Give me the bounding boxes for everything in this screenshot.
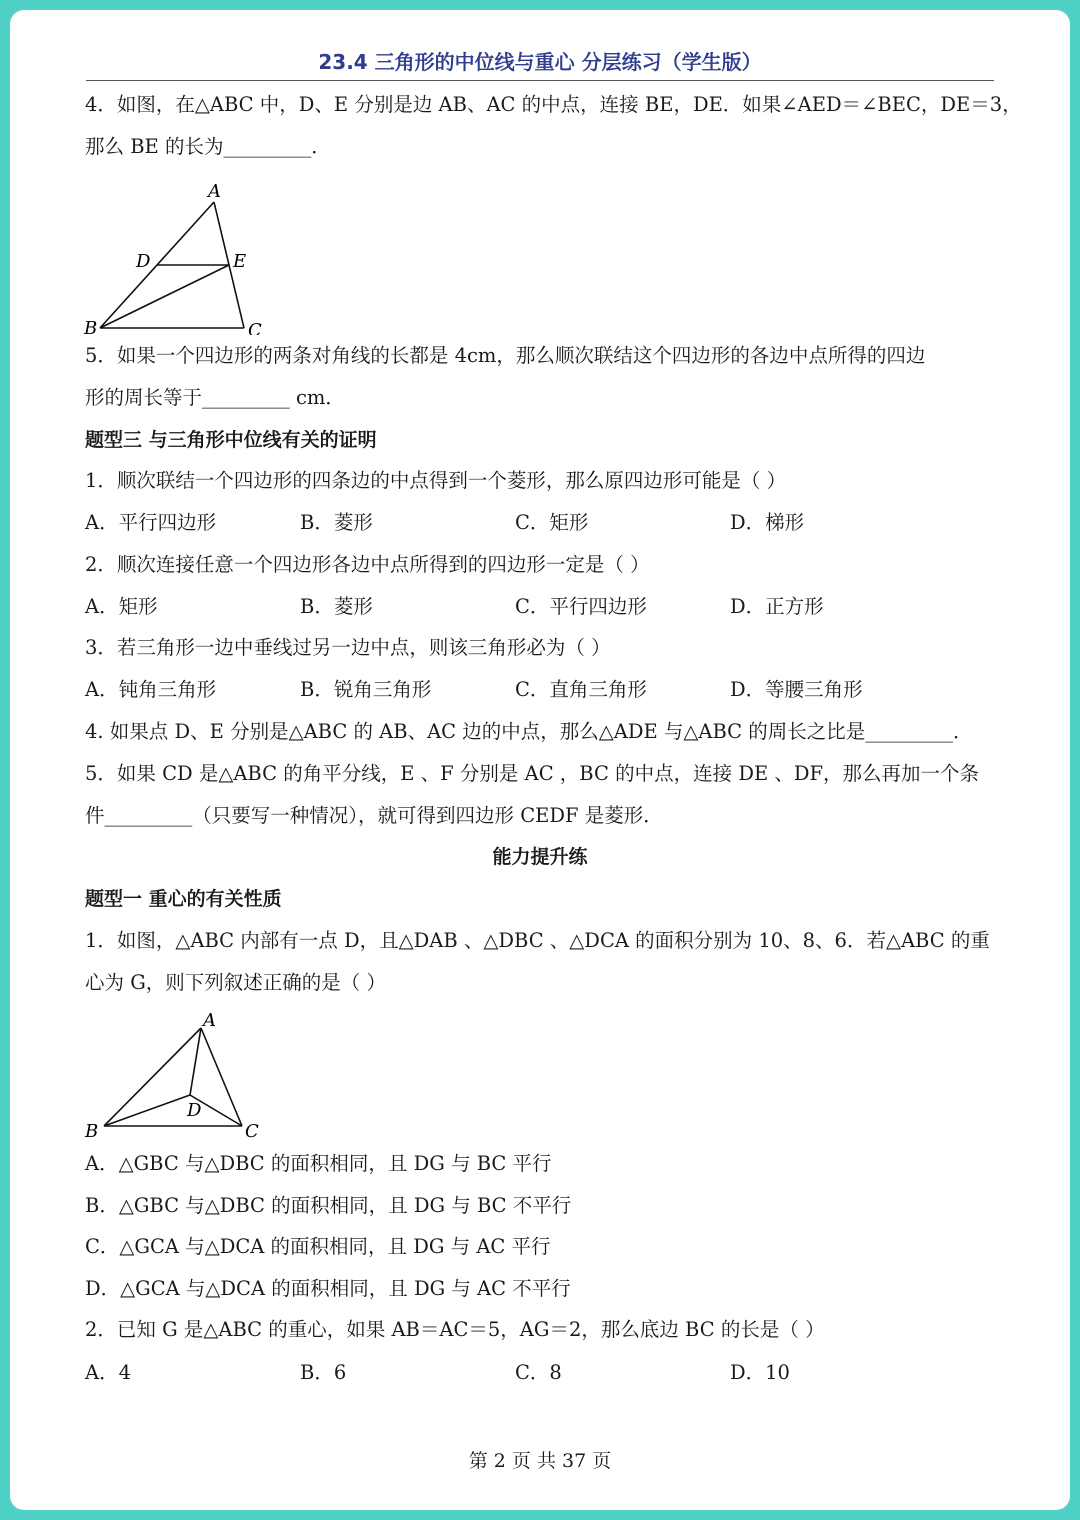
question-4-line-1: 4．如图，在△ABC 中，D、E 分别是边 AB、AC 的中点，连接 BE，DE．如果∠AED＝∠BEC，DE＝3， [85, 93, 1022, 116]
page-header-title: 23.4 三角形的中位线与重心 分层练习（学生版） [318, 50, 762, 74]
type3-q3-option-c: C．直角三角形 [515, 678, 647, 701]
label-b: B [85, 1121, 99, 1142]
type1-q2-option-c: C．8 [515, 1361, 562, 1384]
type3-q2-option-c: C．平行四边形 [515, 595, 647, 618]
type1-q1-option-b: B．△GBC 与△DBC 的面积相同，且 DG 与 BC 不平行 [85, 1194, 572, 1217]
type3-question-3: 3．若三角形一边中垂线过另一边中点，则该三角形必为（ ） [85, 636, 611, 659]
type3-q1-option-b: B．菱形 [300, 511, 373, 534]
type1-q1-option-d: D．△GCA 与△DCA 的面积相同，且 DG 与 AC 不平行 [85, 1277, 571, 1300]
label-d: D [187, 1100, 202, 1121]
type1-q2-option-a: A．4 [85, 1361, 131, 1384]
section-title-type-3: 题型三 与三角形中位线有关的证明 [85, 429, 377, 451]
type3-q3-option-d: D．等腰三角形 [730, 678, 863, 701]
label-c: C [248, 320, 262, 335]
type3-question-2: 2．顺次连接任意一个四边形各边中点所得到的四边形一定是（ ） [85, 553, 650, 576]
section-title-type-1: 题型一 重心的有关性质 [85, 888, 282, 910]
type3-q1-option-d: D．梯形 [730, 511, 805, 534]
label-a: A [203, 1010, 216, 1031]
type3-question-1: 1．顺次联结一个四边形的四条边的中点得到一个菱形，那么原四边形可能是（ ） [85, 469, 787, 492]
label-e: E [233, 251, 247, 272]
question-5-line-1: 5．如果一个四边形的两条对角线的长都是 4cm，那么顺次联结这个四边形的各边中点所得的四边 [85, 344, 926, 367]
label-a: A [208, 181, 221, 202]
type3-q3-option-b: B．锐角三角形 [300, 678, 432, 701]
triangle-figure-abc-d [80, 1010, 280, 1142]
label-d: D [136, 251, 151, 272]
type3-q3-option-a: A．钝角三角形 [85, 678, 217, 701]
label-c: C [245, 1121, 259, 1142]
question-5-line-2: 形的周长等于_________ cm． [85, 386, 345, 409]
page-footer: 第 2 页 共 37 页 [468, 1450, 612, 1472]
type3-q2-option-a: A．矩形 [85, 595, 158, 618]
document-page [10, 10, 1070, 1510]
type3-question-5-line-2: 件_________（只要写一种情况），就可得到四边形 CEDF 是菱形． [85, 804, 663, 827]
type1-q1-option-a: A．△GBC 与△DBC 的面积相同，且 DG 与 BC 平行 [85, 1152, 552, 1175]
type1-question-1-line-1: 1．如图，△ABC 内部有一点 D，且△DAB 、△DBC 、△DCA 的面积分别为 10、8、6．若△ABC 的重 [85, 929, 990, 952]
header-divider [86, 80, 994, 81]
type3-question-5-line-1: 5．如果 CD 是△ABC 的角平分线，E 、F 分别是 AC ，BC 的中点，连接 DE 、DF，那么再加一个条 [85, 762, 980, 785]
type3-question-4: 4. 如果点 D、E 分别是△ABC 的 AB、AC 边的中点，那么△ADE 与△ABC 的周长之比是_________． [85, 720, 973, 743]
type1-q1-option-c: C．△GCA 与△DCA 的面积相同，且 DG 与 AC 平行 [85, 1235, 551, 1258]
type3-q1-option-a: A．平行四边形 [85, 511, 217, 534]
type3-q2-option-d: D．正方形 [730, 595, 824, 618]
triangle-figure-abc-de [80, 175, 280, 335]
type1-q2-option-b: B．6 [300, 1361, 347, 1384]
type1-question-1-line-2: 心为 G，则下列叙述正确的是（ ） [85, 971, 386, 994]
section-heading-ability: 能力提升练 [492, 846, 588, 868]
segment-ac [201, 1028, 242, 1126]
question-4-line-2: 那么 BE 的长为_________． [85, 135, 331, 158]
type1-question-2: 2．已知 G 是△ABC 的重心，如果 AB＝AC＝5，AG＝2，那么底边 BC 的长是（ ） [85, 1318, 825, 1341]
type3-q2-option-b: B．菱形 [300, 595, 373, 618]
segment-be [100, 265, 229, 328]
label-b: B [84, 318, 98, 335]
segment-bd [104, 1095, 190, 1126]
type3-q1-option-c: C．矩形 [515, 511, 589, 534]
type1-q2-option-d: D．10 [730, 1361, 790, 1384]
